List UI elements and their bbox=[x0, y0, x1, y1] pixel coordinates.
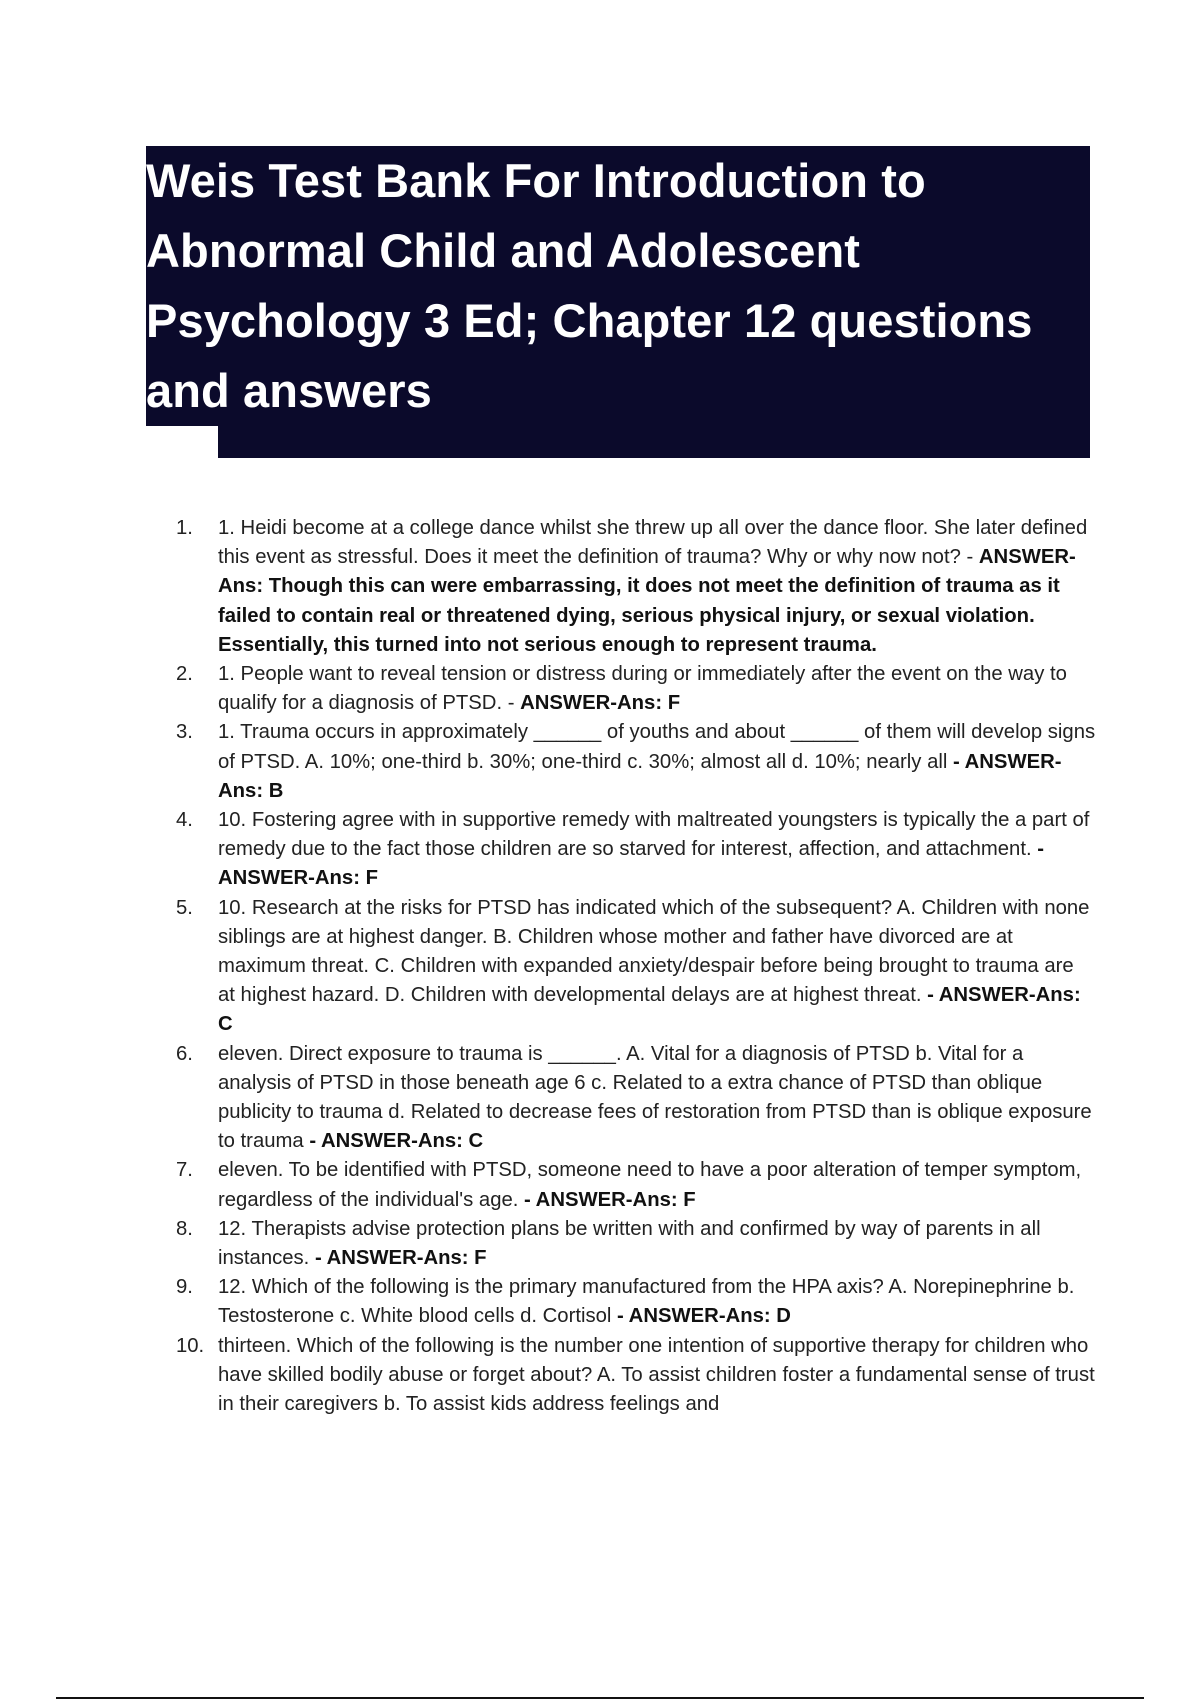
answer-text: - ANSWER-Ans: F bbox=[218, 838, 1044, 890]
question-number: 4. bbox=[176, 809, 193, 832]
question-item-4 bbox=[176, 806, 1096, 894]
question-item-8 bbox=[176, 1215, 1096, 1273]
footer-divider bbox=[56, 1697, 1144, 1699]
answer-text: - ANSWER-Ans: B bbox=[218, 750, 1062, 802]
question-text: thirteen. Which of the following is the number one intention of supportive therapy for children who have skilled bodily abuse or forget about? A. To assist children foster a fundamental sense of trust in their caregivers b. To assist kids address feelings and bbox=[218, 1334, 1095, 1416]
answer-text: - ANSWER-Ans: F bbox=[524, 1188, 696, 1211]
answer-text: ANSWER-Ans: F bbox=[520, 692, 681, 715]
question-number: 3. bbox=[176, 721, 193, 744]
question-list bbox=[176, 514, 1096, 1419]
question-text: eleven. Direct exposure to trauma is ______. A. Vital for a diagnosis of PTSD b. Vital for a analysis of PTSD in those beneath age 6 c. Related to a extra chance of PTSD than oblique publicity to trauma d. Related to decrease fees of restoration from PTSD than is oblique exposure to trauma bbox=[218, 1042, 1092, 1153]
question-item-6 bbox=[176, 1040, 1096, 1157]
question-number: 7. bbox=[176, 1159, 193, 1182]
document-title: Weis Test Bank For Introduction to Abnormal Child and Adolescent Psychology 3 Ed; Chapter 12 questions and answers bbox=[146, 154, 1033, 417]
question-number: 10. bbox=[176, 1334, 205, 1357]
answer-text: ANSWER-Ans: Though this can were embarrassing, it does not meet the definition of trauma as it failed to contain real or threatened dying, serious physical injury, or sexual violation. Essentially, this turned into not serious enough to represent trauma. bbox=[218, 546, 1076, 656]
question-number: 9. bbox=[176, 1276, 193, 1299]
question-text: 12. Which of the following is the primary manufactured from the HPA axis? A. Norepinephrine b. Testosterone c. White blood cells d. Cortisol bbox=[218, 1276, 1075, 1328]
question-text: 12. Therapists advise protection plans be written with and confirmed by way of parents in all instances. bbox=[218, 1217, 1041, 1270]
question-text: 10. Fostering agree with in supportive remedy with maltreated youngsters is typically the a part of remedy due to the fact those children are so starved for interest, affection, and attachment. bbox=[218, 809, 1090, 861]
title-banner bbox=[146, 146, 1090, 458]
question-item-1 bbox=[176, 514, 1096, 660]
question-item-3 bbox=[176, 718, 1096, 806]
question-text: 10. Research at the risks for PTSD has indicated which of the subsequent? A. Children with none siblings are at highest danger. B. Children whose mother and father have divorced are at maximum threat. C. Children with expanded anxiety/despair before being brought to trauma are at highest hazard. D. Children with developmental delays are at highest threat. bbox=[218, 896, 1090, 1007]
question-number: 2. bbox=[176, 663, 193, 686]
question-item-2 bbox=[176, 660, 1096, 718]
answer-text: - ANSWER-Ans: D bbox=[617, 1305, 791, 1328]
question-text: eleven. To be identified with PTSD, someone need to have a poor alteration of temper symptom, regardless of the individual's age. bbox=[218, 1159, 1082, 1211]
question-item-10 bbox=[176, 1332, 1096, 1420]
answer-text: - ANSWER-Ans: C bbox=[309, 1130, 484, 1153]
answer-text: - ANSWER-Ans: F bbox=[314, 1247, 487, 1270]
question-number: 1. bbox=[176, 517, 193, 539]
question-text: 1. Trauma occurs in approximately ______ of youths and about ______ of them will develop signs of PTSD. A. 10%; one-third b. 30%; one-third c. 30%; almost all d. 10%; nearly all bbox=[218, 721, 1096, 773]
question-text: 1. Heidi become at a college dance whilst she threw up all over the dance floor. She later defined this event as stressful. Does it meet the definition of trauma? Why or why now not? - bbox=[218, 517, 1088, 569]
question-item-9 bbox=[176, 1273, 1096, 1331]
answer-text: - ANSWER-Ans: C bbox=[218, 984, 1081, 1036]
question-number: 5. bbox=[176, 896, 193, 919]
question-text: 1. People want to reveal tension or distress during or immediately after the event on the way to qualify for a diagnosis of PTSD. - bbox=[218, 663, 1067, 715]
question-number: 8. bbox=[176, 1217, 193, 1240]
question-item-5 bbox=[176, 894, 1096, 1040]
question-item-7 bbox=[176, 1156, 1096, 1214]
question-number: 6. bbox=[176, 1042, 193, 1065]
